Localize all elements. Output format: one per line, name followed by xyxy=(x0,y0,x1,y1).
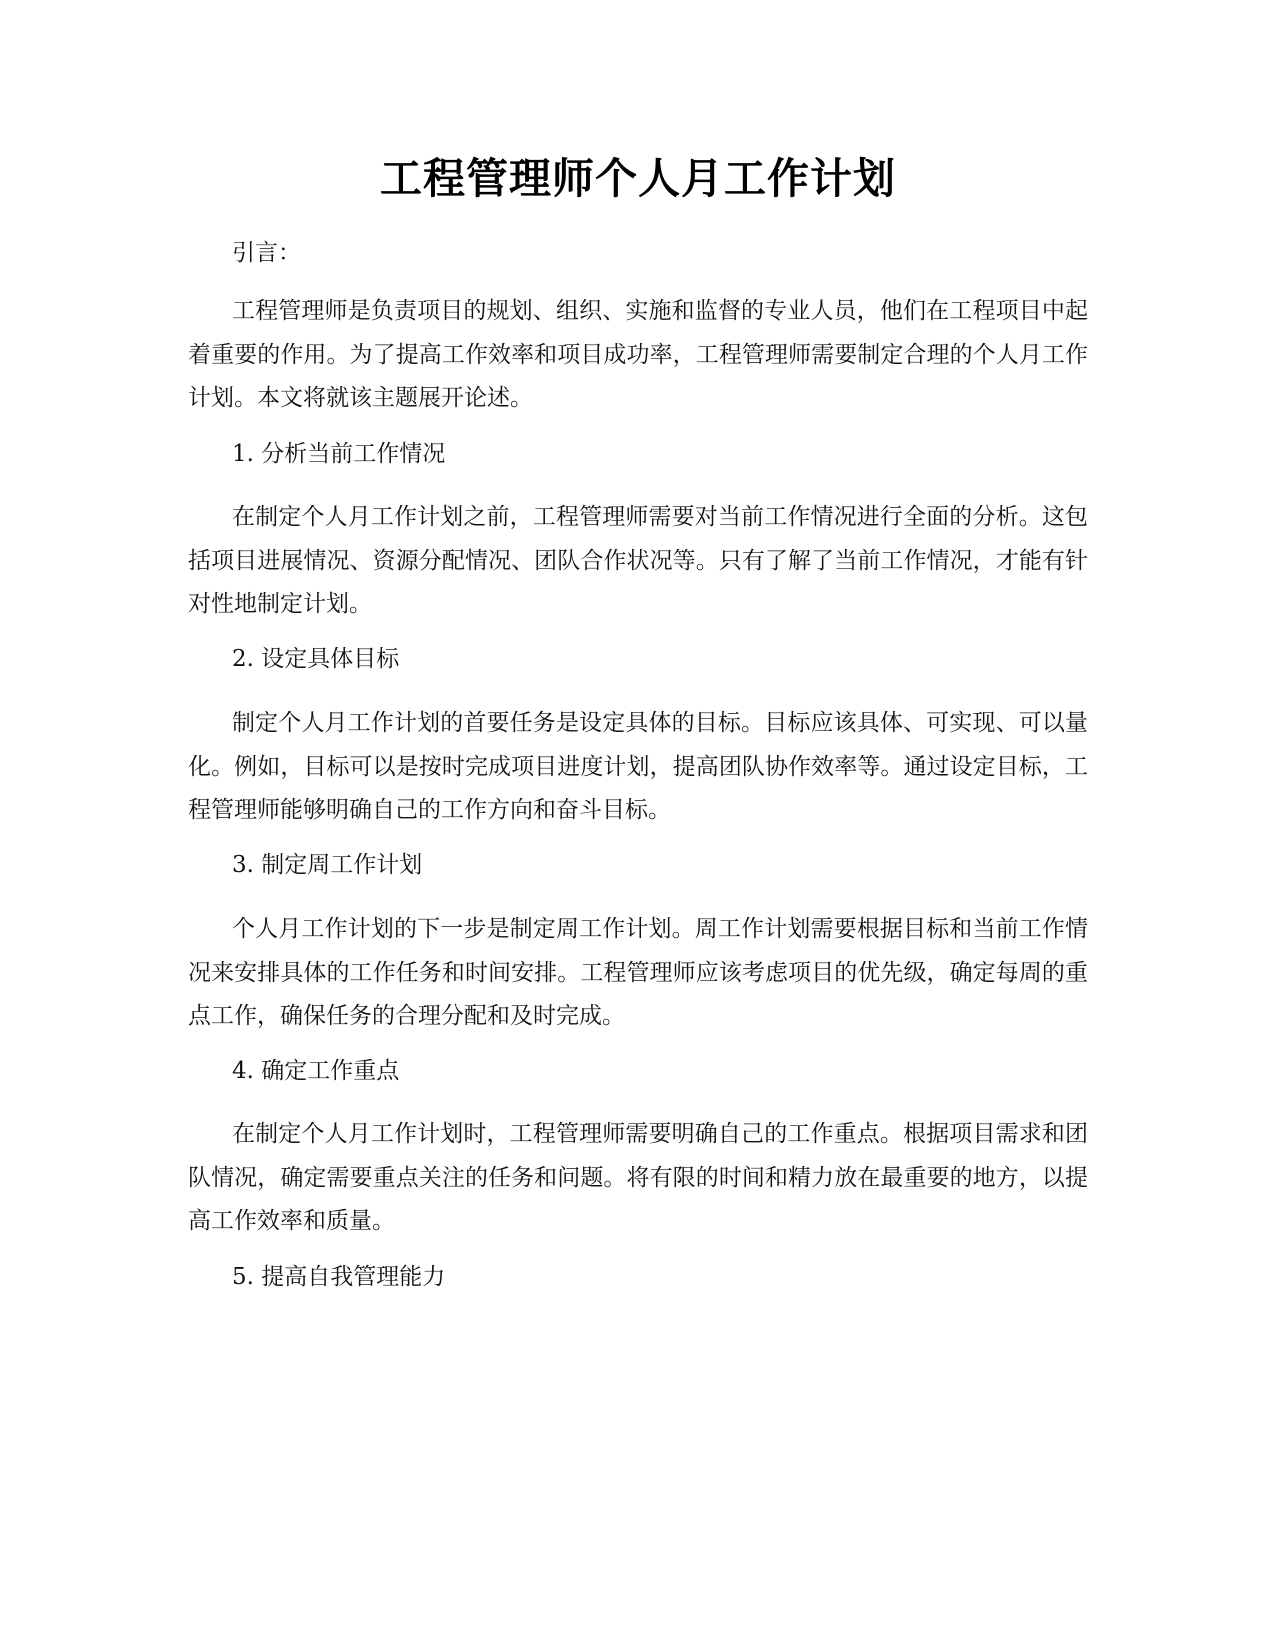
intro-paragraph: 工程管理师是负责项目的规划、组织、实施和监督的专业人员，他们在工程项目中起着重要的作用。为了提高工作效率和项目成功率，工程管理师需要制定合理的个人月工作计划。本文将就该主题展开论述。 xyxy=(188,298,1088,411)
section-heading-4: 4. 确定工作重点 xyxy=(232,1058,400,1084)
section-body-3: 个人月工作计划的下一步是制定周工作计划。周工作计划需要根据目标和当前工作情况来安排具体的工作任务和时间安排。工程管理师应该考虑项目的优先级，确定每周的重点工作，确保任务的合理分配和及时完成。 xyxy=(188,916,1088,1029)
section-heading-3: 3. 制定周工作计划 xyxy=(232,852,423,878)
section-body-4: 在制定个人月工作计划时，工程管理师需要明确自己的工作重点。根据项目需求和团队情况，确定需要重点关注的任务和问题。将有限的时间和精力放在最重要的地方，以提高工作效率和质量。 xyxy=(188,1121,1088,1234)
document-title: 工程管理师个人月工作计划 xyxy=(379,154,896,203)
section-body-1: 在制定个人月工作计划之前，工程管理师需要对当前工作情况进行全面的分析。这包括项目进展情况、资源分配情况、团队合作状况等。只有了解了当前工作情况，才能有针对性地制定计划。 xyxy=(188,504,1088,617)
intro-label: 引言： xyxy=(232,240,301,266)
section-heading-2: 2. 设定具体目标 xyxy=(232,646,400,672)
section-heading-1: 1. 分析当前工作情况 xyxy=(232,441,446,467)
section-body-2: 制定个人月工作计划的首要任务是设定具体的目标。目标应该具体、可实现、可以量化。例如，目标可以是按时完成项目进度计划，提高团队协作效率等。通过设定目标，工程管理师能够明确自己的工作方向和奋斗目标。 xyxy=(188,710,1088,823)
section-heading-5: 5. 提高自我管理能力 xyxy=(232,1264,446,1290)
